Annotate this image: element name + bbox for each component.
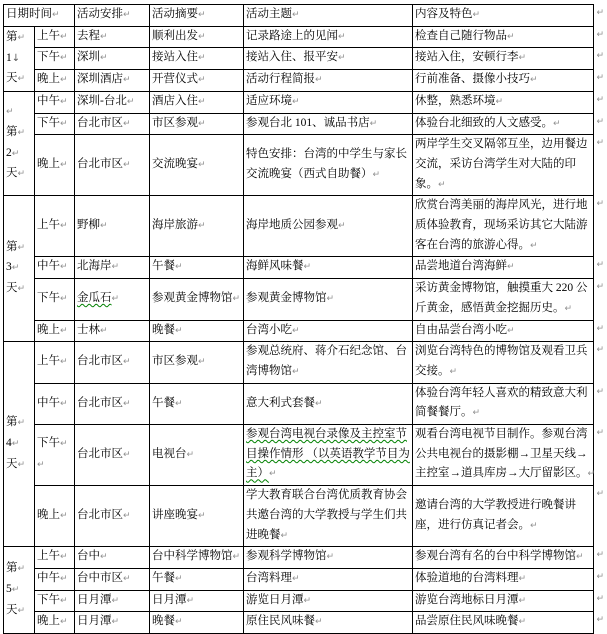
content-features-cell: 采访黄金博物馆，触摸重大 220 公斤黄金，感悟黄金挖掘历史。↵ ↵ — [413, 279, 594, 320]
activity-arrangement-cell-text: 士林 — [77, 323, 100, 336]
itinerary-table — [3, 4, 604, 634]
content-features-cell-text: 参观台湾有名的台中科学博物馆 — [415, 550, 576, 563]
table-row — [4, 320, 594, 342]
activity-theme-cell: 记录路途上的见闻↵ — [244, 26, 413, 48]
activity-summary-cell: 台中科学博物馆↵ — [150, 547, 244, 569]
content-features-cell-text: 欣赏台湾美丽的海岸风光，进行地质体验教育，现场采访其它大陆游客在台湾的旅游心得。 — [415, 199, 588, 251]
column-header-label: 活动摘要 — [152, 8, 198, 20]
time-of-day-label: 晚上 — [37, 323, 60, 336]
time-of-day-cell: 中午↵ — [35, 91, 75, 113]
row-end-paragraph-mark-icon: ↵ — [596, 571, 604, 582]
time-of-day-cell: 下午↵ ↵ — [35, 425, 75, 486]
activity-summary-cell: 电视台↵ — [150, 425, 244, 486]
time-of-day-cell: 晚上↵ — [35, 135, 75, 196]
activity-arrangement-cell: 深圳-台北↵ — [75, 91, 150, 113]
time-of-day-cell: 晚上↵ — [35, 612, 75, 634]
activity-summary-cell-text: 午餐 — [152, 396, 175, 409]
row-end-paragraph-mark-icon: ↵ — [596, 550, 604, 561]
content-features-cell-text: 浏览台湾特色的博物馆及观看卫兵交接。 — [415, 345, 588, 377]
content-features-cell-text: 两岸学生交叉隔邻互坐，边用餐边交流，采访台湾学生对大陆的印象。 — [415, 138, 588, 190]
day-label-text: 天 — [6, 167, 18, 180]
time-of-day-label: 中午 — [37, 396, 60, 409]
activity-arrangement-cell: 台北市区↵ — [75, 342, 150, 383]
activity-arrangement-cell-text: 深圳-台北 — [77, 94, 127, 107]
time-of-day-cell: 中午↵ — [35, 257, 75, 279]
time-of-day-label: 晚上 — [37, 615, 60, 628]
activity-summary-cell: 晚餐↵ — [150, 320, 244, 342]
activity-theme-cell-text: 原住民风味餐 — [246, 615, 315, 628]
time-of-day-label: 中午 — [37, 260, 60, 273]
activity-summary-cell: 开营仪式↵ — [150, 70, 244, 92]
activity-theme-cell-text: 台湾小吃 — [246, 323, 292, 336]
content-features-cell-text: 游览台湾地标日月潭 — [415, 593, 519, 606]
day-label-text: 4 — [6, 436, 12, 449]
activity-theme-cell-text: 海鲜风味餐 — [246, 260, 304, 273]
content-features-cell-text: 体验台北细致的人文感受。 — [415, 116, 553, 129]
column-header: 活动主题↵ — [244, 5, 413, 27]
time-of-day-label: 中午 — [37, 571, 60, 584]
activity-arrangement-cell: 士林↵ — [75, 320, 150, 342]
activity-theme-cell: 参观总统府、蒋介石纪念馆、台湾博物馆↵ — [244, 342, 413, 383]
day-label-text: 天 — [6, 71, 18, 84]
time-of-day-label: 下午 — [37, 51, 60, 64]
time-of-day-label: 中午 — [37, 94, 60, 107]
day-label-cell — [4, 26, 35, 91]
day-label-text: 第 — [6, 240, 18, 253]
content-features-cell-text: 体验道地的台湾料理 — [415, 571, 519, 584]
table-row — [4, 486, 594, 547]
day-label-cell — [4, 342, 35, 547]
activity-arrangement-cell: 北海岸↵ — [75, 257, 150, 279]
row-end-paragraph-mark-icon: ↵ — [596, 94, 604, 105]
activity-arrangement-cell: 台中市区↵ — [75, 568, 150, 590]
table-row — [4, 612, 594, 634]
activity-summary-cell: 交流晚宴↵ — [150, 135, 244, 196]
activity-theme-cell: 特色安排：台湾的中学生与家长交流晚宴（西式自助餐）↵ — [244, 135, 413, 196]
activity-summary-cell: 午餐↵ — [150, 383, 244, 424]
activity-summary-cell-text: 交流晚宴 — [152, 157, 198, 170]
activity-arrangement-cell: 野柳↵ — [75, 196, 150, 257]
day-label-line: 天↵ — [6, 167, 26, 180]
day-label-line: 天↵ — [6, 71, 26, 84]
activity-summary-cell-text: 午餐 — [152, 260, 175, 273]
activity-arrangement-cell-text: 去程 — [77, 29, 100, 42]
activity-theme-cell: 接站入住、报平安↵ — [244, 48, 413, 70]
content-features-cell: 接站入住，安顿行李↵ ↵ — [413, 48, 594, 70]
activity-theme-cell: 学大教育联合台湾优质教育协会共邀台湾的大学教授与学生们共进晚餐↵ — [244, 486, 413, 547]
row-end-paragraph-mark-icon: ↵ — [596, 345, 604, 356]
time-of-day-label: 晚上 — [37, 157, 60, 170]
activity-summary-cell: 参观黄金博物馆↵ — [150, 279, 244, 320]
activity-summary-cell-text: 开营仪式 — [152, 73, 198, 86]
row-end-paragraph-mark-icon: ↵ — [596, 199, 604, 210]
activity-summary-cell-text: 接站入住 — [152, 51, 198, 64]
table-row — [4, 547, 594, 569]
activity-arrangement-cell-text: 野柳 — [77, 219, 100, 232]
activity-summary-cell: 顺利出发↵ — [150, 26, 244, 48]
activity-summary-cell: 海岸旅游↵ — [150, 196, 244, 257]
content-features-cell-text: 接站入住，安顿行李 — [415, 51, 519, 64]
content-features-cell: 浏览台湾特色的博物馆及观看卫兵交接。↵ ↵ — [413, 342, 594, 383]
content-features-cell: 欣赏台湾美丽的海岸风光，进行地质体验教育，现场采访其它大陆游客在台湾的旅游心得。↵ ↵ — [413, 196, 594, 257]
column-header: 内容及特色↵ ↵ — [413, 5, 594, 27]
activity-theme-cell-text: 参观黄金博物馆 — [246, 291, 327, 304]
day-label-text: 天 — [6, 603, 18, 616]
table-row — [4, 425, 594, 486]
activity-arrangement-cell: 台北市区↵ — [75, 425, 150, 486]
day-label-cell — [4, 91, 35, 196]
activity-arrangement-cell: 深圳↵ — [75, 48, 150, 70]
table-row — [4, 279, 594, 320]
column-header-label: 活动主题 — [246, 8, 292, 20]
table-row — [4, 48, 594, 70]
activity-arrangement-cell-text: 台北市区 — [77, 116, 123, 129]
day-label-line: ↵ — [6, 107, 14, 118]
day-label-cell — [4, 547, 35, 634]
activity-summary-cell-text: 台中科学博物馆 — [152, 550, 233, 563]
content-features-cell: 品尝原住民风味晚餐↵ ↵ — [413, 612, 594, 634]
table-row — [4, 342, 594, 383]
activity-arrangement-cell: 台中↵ — [75, 547, 150, 569]
activity-theme-cell-text: 参观总统府、蒋介石纪念馆、台湾博物馆 — [246, 345, 407, 377]
time-of-day-cell: 上午↵ — [35, 547, 75, 569]
activity-summary-cell: 酒店入住↵ — [150, 91, 244, 113]
activity-theme-cell-text: 参观台北 101、诚品书店 — [246, 116, 370, 129]
day-label-text: 天 — [6, 282, 18, 295]
content-features-cell: 体验道地的台湾料理↵ ↵ — [413, 568, 594, 590]
activity-theme-cell-text: 活动行程简报 — [246, 73, 315, 86]
time-of-day-label: 下午 — [37, 593, 60, 606]
content-features-cell-text: 行前准备、摄像小技巧 — [415, 73, 530, 86]
activity-summary-cell-text: 海岸旅游 — [152, 219, 198, 232]
row-end-paragraph-mark-icon: ↵ — [596, 323, 604, 334]
day-label-text: 第 — [6, 416, 18, 429]
activity-theme-cell: 参观台北 101、诚品书店↵ — [244, 113, 413, 135]
column-header-label: 内容及特色 — [415, 8, 473, 20]
activity-theme-cell: 台湾小吃↵ — [244, 320, 413, 342]
activity-arrangement-cell-text: 深圳酒店 — [77, 73, 123, 86]
activity-theme-cell: 台湾料理↵ — [244, 568, 413, 590]
content-features-cell: 体验台北细致的人文感受。↵ ↵ — [413, 113, 594, 135]
activity-theme-cell-text: 接站入住、报平安 — [246, 51, 338, 64]
time-of-day-cell: 晚上↵ — [35, 70, 75, 92]
activity-theme-cell-text: 台湾料理 — [246, 571, 292, 584]
column-header: 活动摘要↵ — [150, 5, 244, 27]
activity-arrangement-cell-text: 台北市区 — [77, 396, 123, 409]
content-features-cell: 观看台湾电视节目制作。参观台湾公共电视台的摄影棚→卫星天线→主控室→道具库房→大厅留影区。↵ ↵ — [413, 425, 594, 486]
day-label-line: 天↵ — [6, 282, 26, 295]
activity-arrangement-cell: 台北市区↵ — [75, 113, 150, 135]
day-label-text: 5 — [6, 582, 12, 595]
column-header-label: 日期时间 — [6, 8, 52, 20]
row-end-paragraph-mark-icon: ↵ — [596, 428, 604, 439]
day-label-line: 5↵ — [6, 582, 20, 595]
activity-arrangement-cell: 金瓜石↵ — [75, 279, 150, 320]
activity-theme-cell: 游览日月潭↵ — [244, 590, 413, 612]
content-features-cell: 两岸学生交叉隔邻互坐，边用餐边交流，采访台湾学生对大陆的印象。↵ ↵ — [413, 135, 594, 196]
content-features-cell: 行前准备、摄像小技巧↵ ↵ — [413, 70, 594, 92]
activity-summary-cell-text: 市区参观 — [152, 116, 198, 129]
row-end-paragraph-mark-icon: ↵ — [596, 615, 604, 626]
activity-theme-cell-text: 意大利式套餐 — [246, 396, 315, 409]
activity-summary-cell: 午餐↵ — [150, 568, 244, 590]
activity-arrangement-cell: 台北市区↵ — [75, 135, 150, 196]
content-features-cell: 自由品尝台湾小吃↵ ↵ — [413, 320, 594, 342]
day-label-text: 第 — [6, 125, 18, 138]
time-of-day-cell: 下午↵ — [35, 113, 75, 135]
activity-theme-cell: 海鲜风味餐↵ — [244, 257, 413, 279]
activity-arrangement-cell-text: 台北市区 — [77, 508, 123, 521]
activity-theme-cell: 原住民风味餐↵ — [244, 612, 413, 634]
row-end-paragraph-mark-icon: ↵ — [596, 116, 604, 127]
activity-theme-cell: 适应环境↵ — [244, 91, 413, 113]
day-label-cell — [4, 196, 35, 342]
time-of-day-label: 上午 — [37, 355, 60, 368]
activity-summary-cell: 市区参观↵ — [150, 342, 244, 383]
activity-summary-cell: 午餐↵ — [150, 257, 244, 279]
table-row — [4, 196, 594, 257]
activity-theme-cell-text: 海岸地质公园参观 — [246, 219, 338, 232]
content-features-cell-text: 采访黄金博物馆，触摸重大 220 公斤黄金，感悟黄金挖掘历史。 — [415, 282, 588, 314]
table-row — [4, 70, 594, 92]
activity-arrangement-cell: 日月潭↵ — [75, 590, 150, 612]
content-features-cell-text: 休整，熟悉环境 — [415, 94, 496, 107]
activity-arrangement-cell-text: 台中市区 — [77, 571, 123, 584]
time-of-day-label: 上午 — [37, 29, 60, 42]
content-features-cell: 体验台湾年轻人喜欢的精致意大利简餐餐厅。↵ ↵ — [413, 383, 594, 424]
activity-theme-cell: 活动行程简报↵ — [244, 70, 413, 92]
time-of-day-cell: 晚上↵ — [35, 486, 75, 547]
activity-summary-cell-text: 酒店入住 — [152, 94, 198, 107]
row-end-paragraph-mark-icon: ↵ — [596, 489, 604, 500]
day-label-text: 3 — [6, 261, 12, 274]
row-end-paragraph-mark-icon: ↵ — [596, 138, 604, 149]
activity-summary-cell-text: 讲座晚宴 — [152, 508, 198, 521]
activity-arrangement-cell: 日月潭↵ — [75, 612, 150, 634]
time-of-day-label: 晚上 — [37, 73, 60, 86]
activity-theme-cell: 意大利式套餐↵ — [244, 383, 413, 424]
day-label-line: 1↓ — [6, 51, 21, 64]
content-features-cell-text: 体验台湾年轻人喜欢的精致意大利简餐餐厅。 — [415, 386, 588, 419]
time-of-day-cell: 下午↵ — [35, 590, 75, 612]
content-features-cell: 邀请台湾的大学教授进行晚餐讲座，进行仿真记者会。↵ ↵ — [413, 486, 594, 547]
time-of-day-label: 下午 — [37, 437, 60, 450]
row-end-paragraph-mark-icon: ↵ — [596, 386, 604, 397]
activity-arrangement-cell-text: 金瓜石 — [77, 291, 112, 304]
day-label-text: 第 — [6, 31, 18, 44]
content-features-cell: 品尝地道台湾海鲜↵ ↵ — [413, 257, 594, 279]
table-row — [4, 26, 594, 48]
row-end-paragraph-mark-icon: ↵ — [596, 593, 604, 604]
time-of-day-cell: 中午↵ — [35, 568, 75, 590]
column-header: 活动安排↵ — [75, 5, 150, 27]
activity-arrangement-cell-text: 台北市区 — [77, 447, 123, 460]
activity-arrangement-cell-text: 台北市区 — [77, 355, 123, 368]
activity-theme-cell-text: 学大教育联合台湾优质教育协会共邀台湾的大学教授与学生们共进晚餐 — [246, 489, 407, 541]
activity-summary-cell-text: 顺利出发 — [152, 29, 198, 42]
activity-summary-cell: 日月潭↵ — [150, 590, 244, 612]
time-of-day-cell: 晚上↵ — [35, 320, 75, 342]
activity-theme-cell: 参观科学博物馆↵ — [244, 547, 413, 569]
activity-summary-cell-text: 晚餐 — [152, 615, 175, 628]
day-label-text: 第 — [6, 562, 18, 575]
time-of-day-cell: 上午↵ — [35, 26, 75, 48]
time-of-day-label: 上午 — [37, 550, 60, 563]
content-features-cell: 休整，熟悉环境↵ ↵ — [413, 91, 594, 113]
time-of-day-label: 晚上 — [37, 508, 60, 521]
day-label-text: 天 — [6, 457, 18, 470]
day-label-line: 天↵ — [6, 457, 26, 470]
activity-summary-cell-text: 电视台 — [152, 447, 187, 460]
activity-arrangement-cell-text: 台中 — [77, 550, 100, 563]
table-row — [4, 113, 594, 135]
day-label-line: 3↵ — [6, 261, 20, 274]
activity-summary-cell-text: 午餐 — [152, 571, 175, 584]
activity-arrangement-cell-text: 深圳 — [77, 51, 100, 64]
content-features-cell-text: 邀请台湾的大学教授进行晚餐讲座，进行仿真记者会。 — [415, 499, 576, 531]
time-of-day-cell: 上午↵ — [35, 342, 75, 383]
content-features-cell: 检查自己随行物品↵ ↵ — [413, 26, 594, 48]
time-of-day-cell: 下午↵ — [35, 48, 75, 70]
activity-arrangement-cell-text: 台北市区 — [77, 157, 123, 170]
row-end-paragraph-mark-icon: ↵ — [596, 260, 604, 271]
activity-arrangement-cell-text: 北海岸 — [77, 260, 112, 273]
activity-theme-cell-text: 适应环境 — [246, 94, 292, 107]
table-header-row — [4, 5, 594, 27]
column-header-label: 活动安排 — [77, 8, 123, 20]
activity-theme-cell-text: 特色安排：台湾的中学生与家长交流晚宴（西式自助餐） — [246, 148, 407, 180]
day-label-text: 1 — [6, 51, 12, 64]
row-end-paragraph-mark-icon: ↵ — [596, 51, 604, 62]
content-features-cell-text: 品尝原住民风味晚餐 — [415, 615, 519, 628]
activity-summary-cell-text: 晚餐 — [152, 323, 175, 336]
activity-theme-cell: 参观台湾电视台录像及主控室节目操作情形 （以英语教学节目为主）↵ — [244, 425, 413, 486]
content-features-cell: 参观台湾有名的台中科学博物馆↵ ↵ — [413, 547, 594, 569]
content-features-cell-text: 观看台湾电视节目制作。参观台湾公共电视台的摄影棚→卫星天线→主控室→道具库房→大厅留影区。 — [415, 428, 588, 480]
activity-arrangement-cell-text: 日月潭 — [77, 593, 112, 606]
activity-arrangement-cell: 深圳酒店↵ — [75, 70, 150, 92]
table-row — [4, 135, 594, 196]
row-end-paragraph-mark-icon: ↵ — [596, 73, 604, 84]
content-features-cell-text: 自由品尝台湾小吃 — [415, 323, 507, 336]
day-label-line: 第↵ — [6, 31, 26, 44]
content-features-cell-text: 品尝地道台湾海鲜 — [415, 260, 507, 273]
content-features-cell: 游览台湾地标日月潭↵ ↵ — [413, 590, 594, 612]
content-features-cell-text: 检查自己随行物品 — [415, 29, 507, 42]
row-end-paragraph-mark-icon: ↵ — [596, 29, 604, 40]
time-of-day-label: 下午 — [37, 116, 60, 129]
activity-summary-cell-text: 日月潭 — [152, 593, 187, 606]
time-of-day-label: 下午 — [37, 291, 60, 304]
time-of-day-cell: 下午↵ — [35, 279, 75, 320]
day-label-line: 第↵ — [6, 125, 26, 138]
activity-arrangement-cell: 台北市区↵ — [75, 486, 150, 547]
activity-arrangement-cell: 去程↵ — [75, 26, 150, 48]
row-end-paragraph-mark-icon: ↵ — [596, 8, 604, 18]
time-of-day-label: 上午 — [37, 219, 60, 232]
activity-summary-cell: 晚餐↵ — [150, 612, 244, 634]
table-row — [4, 590, 594, 612]
day-label-line: 第↵ — [6, 416, 26, 429]
activity-theme-cell-text: 参观台湾电视台录像及主控室节目操作情形 （以英语教学节目为主） — [246, 428, 410, 480]
activity-theme-cell-text: 记录路途上的见闻 — [246, 29, 338, 42]
day-label-line: 2↵ — [6, 146, 20, 159]
table-row — [4, 257, 594, 279]
table-row — [4, 91, 594, 113]
activity-summary-cell: 市区参观↵ — [150, 113, 244, 135]
day-label-line: 4↵ — [6, 436, 20, 449]
activity-arrangement-cell-text: 日月潭 — [77, 615, 112, 628]
activity-summary-cell: 讲座晚宴↵ — [150, 486, 244, 547]
time-of-day-cell: 上午↵ — [35, 196, 75, 257]
activity-summary-cell: 接站入住↵ — [150, 48, 244, 70]
activity-theme-cell: 参观黄金博物馆↵ — [244, 279, 413, 320]
time-of-day-cell: 中午↵ — [35, 383, 75, 424]
activity-theme-cell: 海岸地质公园参观↵ — [244, 196, 413, 257]
column-header: 日期时间↵ — [4, 5, 75, 27]
day-label-line: 第↵ — [6, 240, 26, 253]
day-label-text: 2 — [6, 146, 12, 159]
activity-theme-cell-text: 游览日月潭 — [246, 593, 304, 606]
day-label-line: 第↵ — [6, 562, 26, 575]
activity-summary-cell-text: 市区参观 — [152, 355, 198, 368]
day-label-line: 天↵ — [6, 603, 26, 616]
activity-theme-cell-text: 参观科学博物馆 — [246, 550, 327, 563]
activity-arrangement-cell: 台北市区↵ — [75, 383, 150, 424]
row-end-paragraph-mark-icon: ↵ — [596, 282, 604, 293]
table-row — [4, 383, 594, 424]
activity-summary-cell-text: 参观黄金博物馆 — [152, 291, 233, 304]
table-row — [4, 568, 594, 590]
